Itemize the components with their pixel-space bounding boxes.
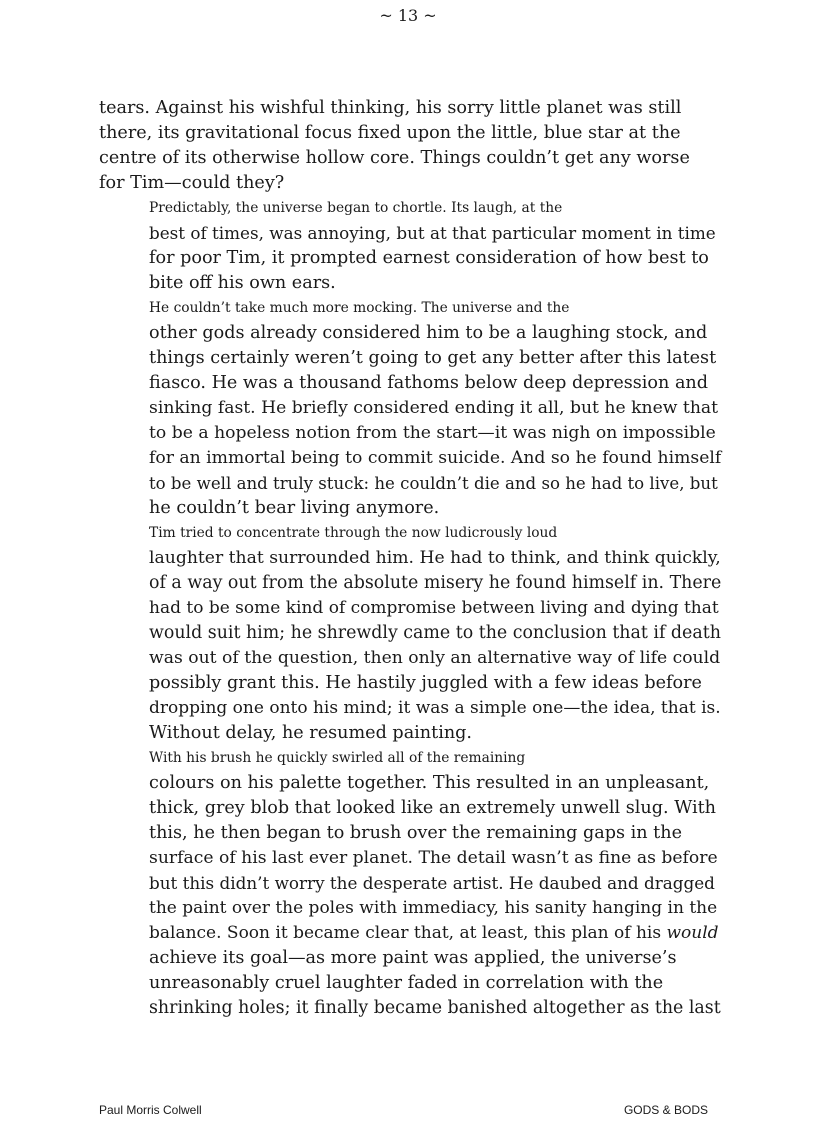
text-line: With his brush he quickly swirled all of the remaining [149, 750, 526, 766]
text-line: fiasco. He was a thousand fathoms below deep depression and [149, 373, 709, 393]
text-line: there, its gravitational focus fixed upon the little, blue star at the [99, 123, 681, 143]
text-line: would suit him; he shrewdly came to the conclusion that if death [149, 623, 721, 643]
text-line: unreasonably cruel laughter faded in correlation with the [149, 973, 664, 993]
paragraph [99, 521, 721, 746]
text-line: laughter that surrounded him. He had to think, and think quickly, [149, 548, 721, 568]
text-line: Without delay, he resumed painting. [149, 723, 473, 743]
text-line: he couldn’t bear living anymore. [149, 498, 440, 518]
text-line: to be a hopeless notion from the start—it was nigh on impossible [149, 423, 716, 443]
text-line: this, he then began to brush over the remaining gaps in the [149, 823, 682, 843]
text-line: for poor Tim, it prompted earnest consideration of how best to [149, 248, 709, 268]
footer-author: Paul Morris Colwell [99, 1103, 202, 1117]
paragraph [99, 296, 721, 521]
text-line: Predictably, the universe began to chortle. Its laugh, at the [149, 200, 563, 216]
text-line: of a way out from the absolute misery he found himself in. There [149, 573, 722, 593]
text-line: for an immortal being to commit suicide. And so he found himself [149, 448, 722, 468]
text-line: dropping one onto his mind; it was a simple one—the idea, that is. [149, 698, 721, 718]
text-line: for Tim—could they? [99, 173, 285, 193]
text-line: colours on his palette together. This resulted in an unpleasant, [149, 773, 710, 793]
footer-title: GODS & BODS [623, 1103, 708, 1117]
text-line: Tim tried to concentrate through the now ludicrously loud [149, 525, 558, 541]
text-line: surface of his last ever planet. The detail wasn’t as fine as before [149, 848, 718, 868]
text-line: He couldn’t take much more mocking. The universe and the [149, 300, 570, 316]
paragraph [99, 746, 721, 1021]
text-line: thick, grey blob that looked like an extremely unwell slug. With [149, 798, 717, 818]
text-line: possibly grant this. He hastily juggled with a few ideas before [149, 673, 702, 693]
paragraph [99, 96, 721, 196]
text-line: bite off his own ears. [149, 273, 336, 293]
text-line: sinking fast. He briefly considered ending it all, but he knew that [149, 398, 719, 418]
text-line: to be well and truly stuck: he couldn’t die and so he had to live, but [149, 474, 718, 493]
text-line: the paint over the poles with immediacy, his sanity hanging in the [149, 898, 718, 918]
page-number: ~ 13 ~ [379, 6, 437, 25]
text-line: was out of the question, then only an alternative way of life could [149, 648, 721, 668]
text-line: things certainly weren’t going to get any better after this latest [149, 348, 717, 368]
text-line: shrinking holes; it finally became banished altogether as the last [149, 998, 721, 1018]
text-line: centre of its otherwise hollow core. Things couldn’t get any worse [99, 148, 690, 168]
paragraph [99, 196, 721, 296]
text-line: achieve its goal—as more paint was applied, the universe’s [149, 948, 677, 968]
text-line: other gods already considered him to be a laughing stock, and [149, 323, 708, 343]
text-line: tears. Against his wishful thinking, his sorry little planet was still [99, 98, 682, 118]
text-line: but this didn’t worry the desperate artist. He daubed and dragged [149, 873, 715, 893]
text-line: balance. Soon it became clear that, at least, this plan of his would [149, 923, 719, 943]
text-line: had to be some kind of compromise between living and dying that [149, 598, 719, 618]
body-text [99, 96, 721, 1021]
text-line: best of times, was annoying, but at that particular moment in time [149, 223, 716, 243]
